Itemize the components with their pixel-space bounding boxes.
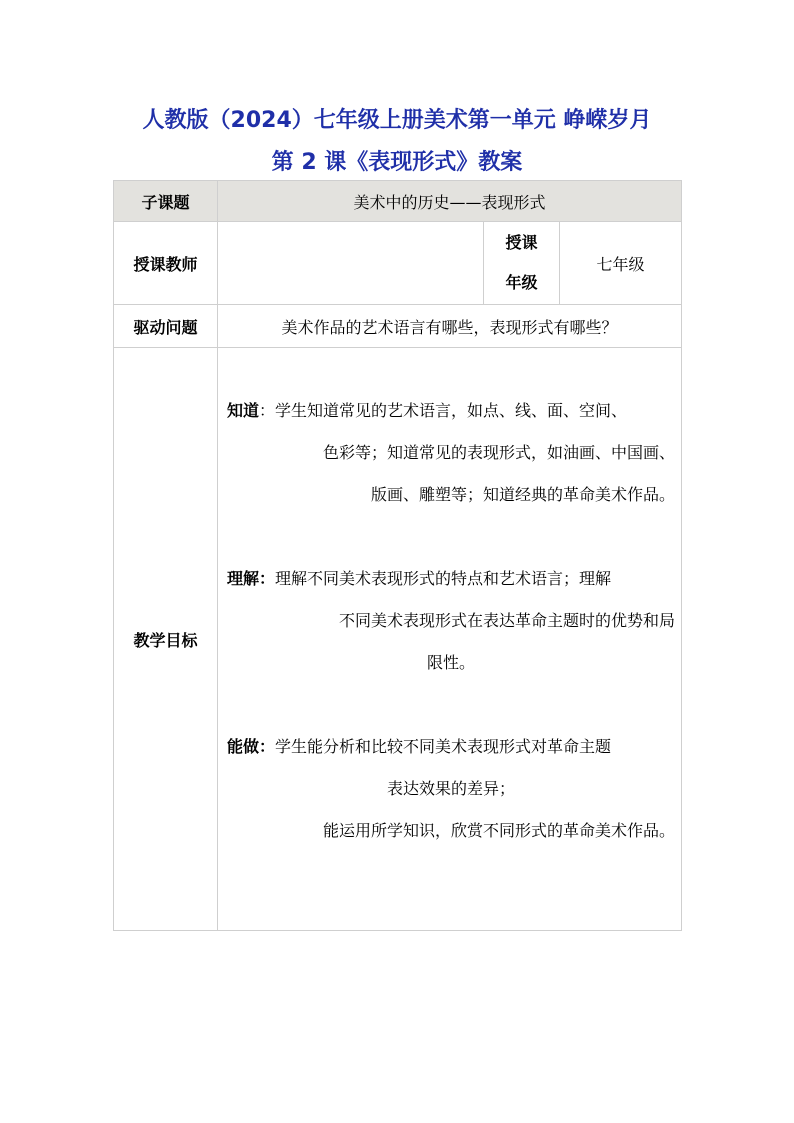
goal-understand-label: 理解：	[227, 569, 276, 588]
goal-can-line-2: 表达效果的差异；	[387, 779, 516, 798]
goal-know-line-1: ：学生知道常见的艺术语言，如点、线、面、空间、	[259, 401, 628, 420]
question-value: 美术作品的艺术语言有哪些，表现形式有哪些？	[218, 305, 682, 348]
goal-know	[227, 390, 675, 516]
goal-understand	[227, 558, 675, 684]
title-line-2: 第 2 课《表现形式》教案	[271, 150, 523, 175]
goal-can-line-1: 学生能分析和比较不同美术表现形式对革命主题	[275, 737, 612, 756]
grade-label-line-1: 授课	[505, 233, 538, 252]
subtopic-row	[114, 181, 682, 222]
goal-understand-line-1: 理解不同美术表现形式的特点和艺术语言；理解	[275, 569, 612, 588]
lesson-plan-table	[113, 180, 682, 931]
goal-know-label: 知道	[227, 401, 260, 420]
goals-label: 教学目标	[114, 348, 218, 931]
goal-can-line-3: 能运用所学知识，欣赏不同形式的革命美术作品。	[323, 821, 676, 840]
subtopic-value: 美术中的历史——表现形式	[218, 181, 682, 222]
goal-know-line-3: 版画、雕塑等；知道经典的革命美术作品。	[371, 485, 676, 504]
subtopic-label: 子课题	[114, 181, 218, 222]
teacher-label: 授课教师	[114, 222, 218, 305]
document-title	[0, 100, 794, 184]
goal-can	[227, 726, 675, 852]
title-line-1: 人教版（2024）七年级上册美术第一单元 峥嵘岁月	[142, 108, 652, 133]
grade-label	[484, 222, 560, 305]
goal-understand-line-3: 限性。	[427, 653, 476, 672]
question-row	[114, 305, 682, 348]
grade-value: 七年级	[560, 222, 682, 305]
teacher-row	[114, 222, 682, 305]
question-label: 驱动问题	[114, 305, 218, 348]
goals-content	[218, 348, 682, 931]
goals-row	[114, 348, 682, 931]
teacher-value[interactable]	[218, 222, 484, 305]
goal-understand-line-2: 不同美术表现形式在表达革命主题时的优势和局	[339, 611, 676, 630]
grade-label-line-2: 年级	[505, 273, 538, 292]
goal-can-label: 能做：	[227, 737, 276, 756]
goal-know-line-2: 色彩等；知道常见的表现形式，如油画、中国画、	[323, 443, 676, 462]
